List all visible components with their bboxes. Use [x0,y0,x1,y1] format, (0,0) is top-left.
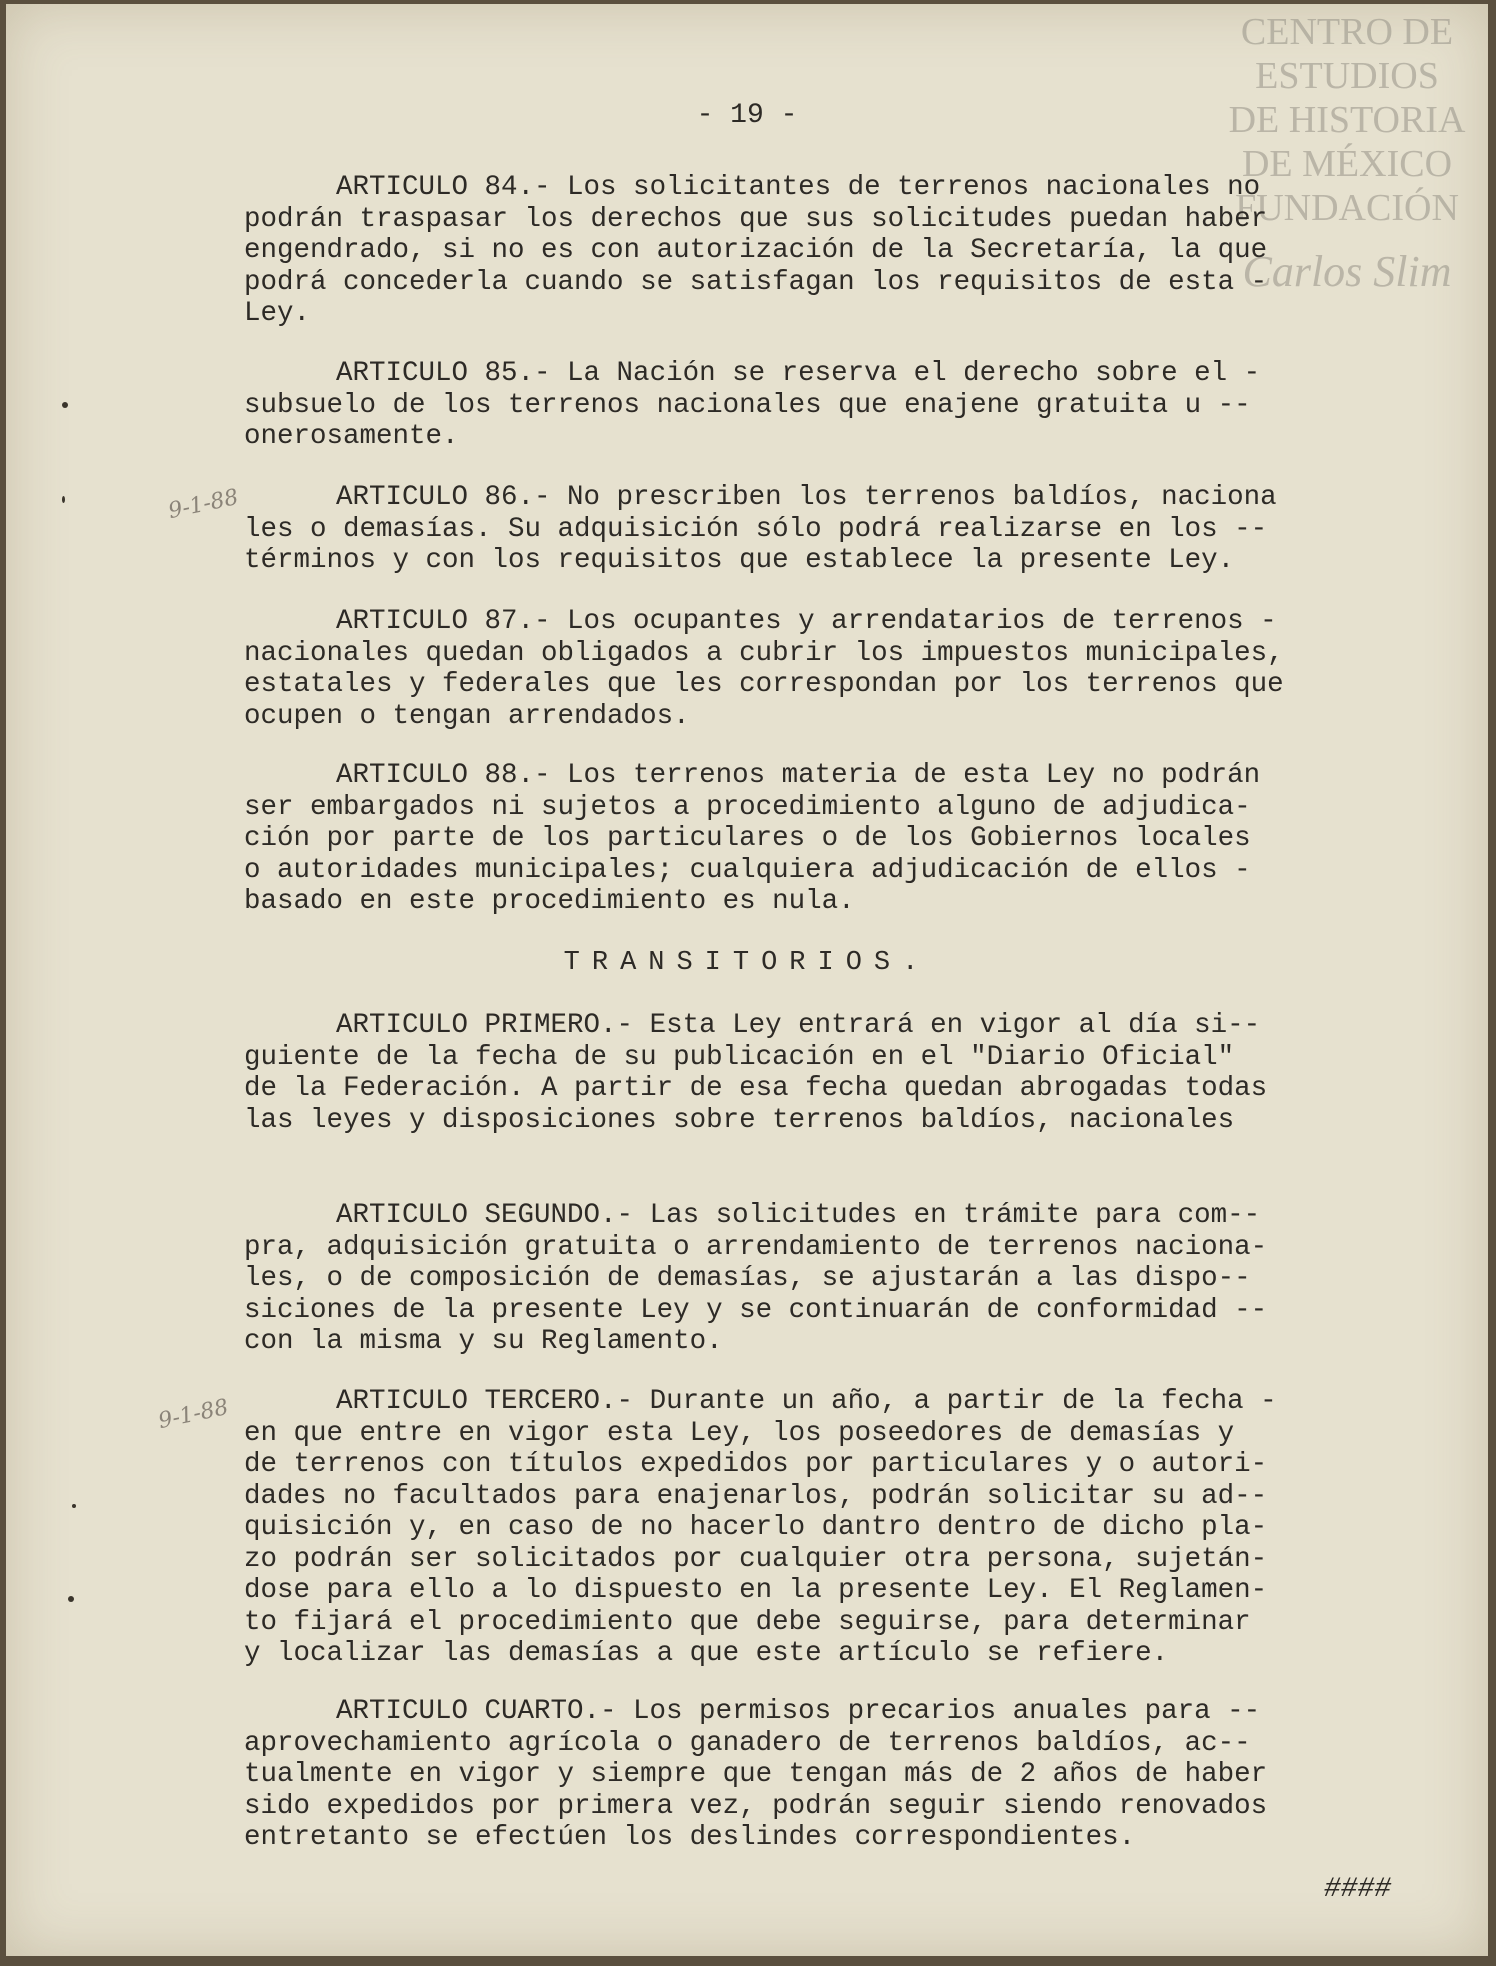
article-text: Durante un año, a partir de la fecha - en que entre en vigor esta Ley, los poseedores de demasías y de terrenos con títulos expedidos por particulares y o autori- dades no facultados para enajenarlos, podrán solicitar su ad-- quisición y, en caso de no hacerlo dantro dentro de dicho pla- zo podrán ser solicitados por cualquier otra persona, sujetán- dose para ello a lo dispuesto en la presente Ley. El Reglamen- to fijará el procedimiento que debe seguirse, para determinar y localizar las demasías a que este artículo se refiere. [244,1386,1277,1669]
article-heading: ARTICULO 88.- [336,760,551,791]
article-text: Los permisos precarios anuales para -- aprovechamiento agrícola o ganadero de terrenos baldíos, ac-- tualmente en vigor y siempre que tengan más de 2 años de haber sido expedidos por primera vez, podrán seguir siendo renovados entretanto se efectúen los deslindes correspondientes. [244,1696,1268,1853]
watermark-line: FUNDACIÓN [1235,187,1459,229]
article-84 [244,172,1424,330]
article-text: Las solicitudes en trámite para com-- pra, adquisición gratuita o arrendamiento de terrenos naciona- les, o de composición de demasías, se ajustarán a las dispo-- siciones de la presente Ley y se continuarán de conformidad -- con la misma y su Reglamento. [244,1200,1268,1357]
article-segundo [244,1200,1424,1358]
margin-mark [68,1596,74,1602]
article-text: Esta Ley entrará en vigor al día si-- guiente de la fecha de su publicación en el "Diario Oficial" de la Federación. A partir de esa fecha quedan abrogadas todas las leyes y disposiciones sobre terrenos baldíos, nacionales [244,1010,1268,1136]
article-heading: ARTICULO PRIMERO.- [336,1010,634,1041]
article-text: La Nación se reserva el derecho sobre el - subsuelo de los terrenos nacionales que enajene gratuita u -- onerosamente. [244,358,1261,452]
article-cuarto [244,1696,1424,1854]
article-88 [244,760,1424,918]
watermark-line: DE HISTORIA [1228,99,1466,141]
handwritten-note: 9-1-88 [156,1394,231,1435]
article-text: Los terrenos materia de esta Ley no podrán ser embargados ni sujetos a procedimiento alguno de adjudica- ción por parte de los particulares o de los Gobiernos locales o autoridades municipales; cualquiera adjudicación de ellos - basado en este procedimiento es nula. [244,760,1261,917]
article-text: No prescriben los terrenos baldíos, naciona les o demasías. Su adquisición sólo podrá realizarse en los -- términos y con los requisitos que establece la presente Ley. [244,482,1277,576]
article-text: Los ocupantes y arrendatarios de terrenos - nacionales quedan obligados a cubrir los impuestos municipales, estatales y federales que les correspondan por los terrenos que ocupen o tengan arrendados. [244,606,1284,732]
handwritten-note: 9-1-88 [166,484,241,525]
margin-mark [62,402,68,408]
article-heading: ARTICULO 86.- [336,482,551,513]
article-heading: ARTICULO CUARTO.- [336,1696,617,1727]
article-heading: ARTICULO TERCERO.- [336,1386,634,1417]
document-page [6,4,1488,1956]
article-primero [244,1010,1424,1136]
section-title: TRANSITORIOS. [563,948,931,978]
page-number: - 19 - [696,100,798,131]
article-heading: ARTICULO 87.- [336,606,551,637]
article-86 [244,482,1424,577]
article-heading: ARTICULO 84.- [336,172,551,203]
article-heading: ARTICULO 85.- [336,358,551,389]
article-87 [244,606,1424,732]
article-85 [244,358,1424,453]
end-mark: #### [1324,1874,1392,1905]
article-tercero [244,1386,1424,1670]
watermark-line: ESTUDIOS [1255,55,1439,97]
watermark-line: CENTRO DE [1240,11,1454,53]
watermark-signature: Carlos Slim [1242,247,1452,296]
margin-mark [62,496,65,503]
watermark-line: DE MÉXICO [1241,143,1453,185]
article-heading: ARTICULO SEGUNDO.- [336,1200,634,1231]
article-text: Los solicitantes de terrenos nacionales no podrán traspasar los derechos que sus solicitudes puedan haber engendrado, si no es con autorización de la Secretaría, la que podrá concederla cuando se satisfagan los requisitos de esta - Ley. [244,172,1268,329]
margin-mark [72,1504,76,1508]
